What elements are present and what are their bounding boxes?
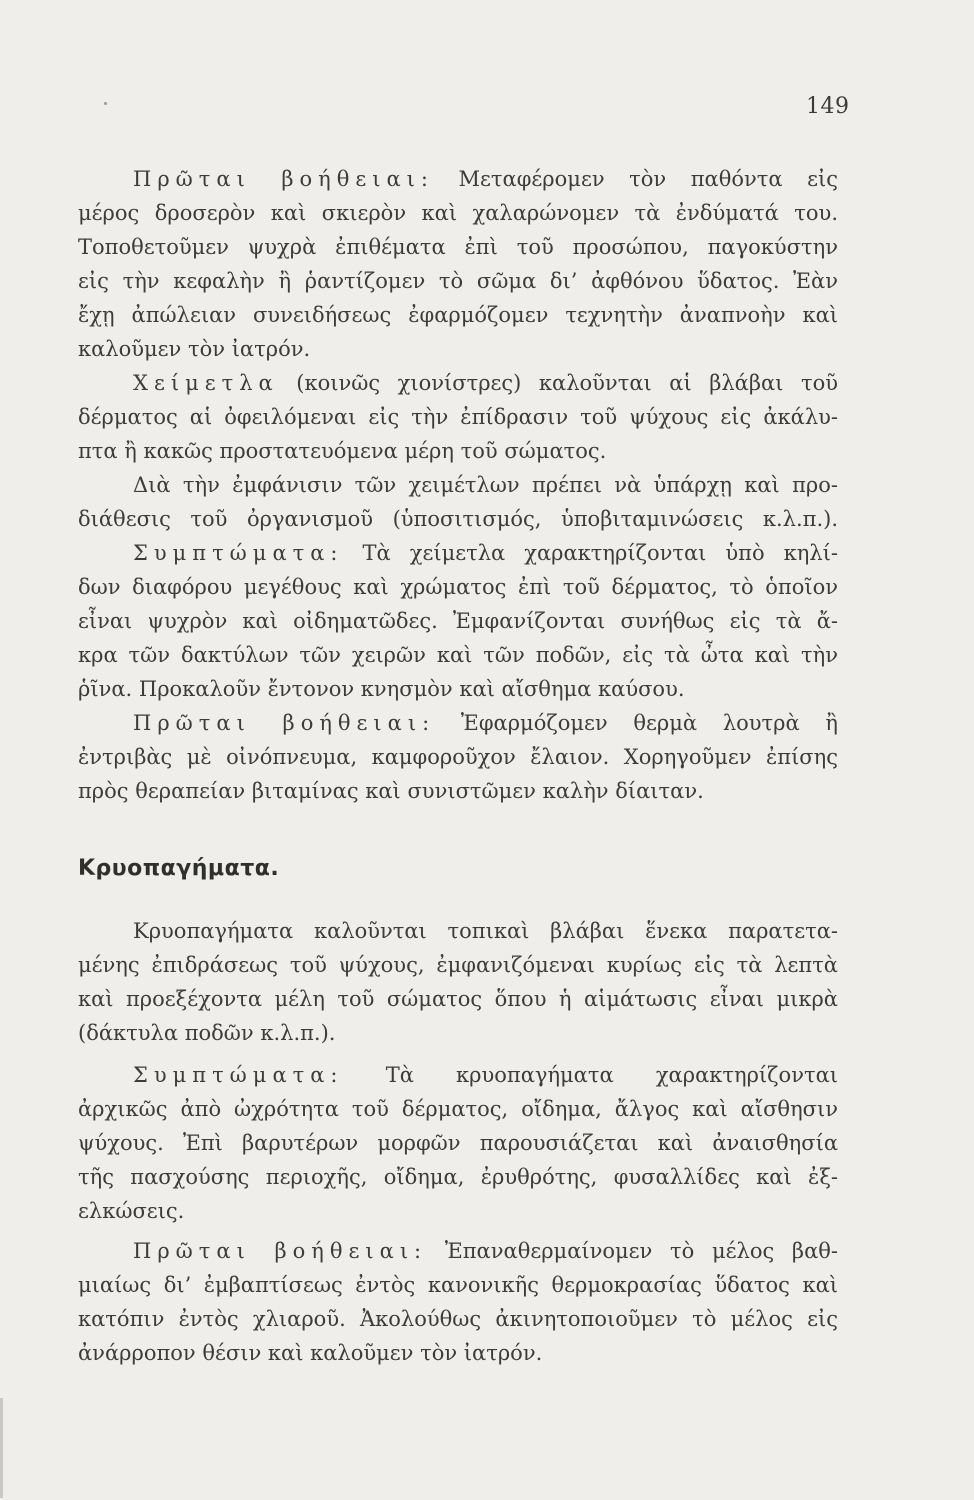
paragraph-line: εἶναι ψυχρὸν καὶ οἰδηματῶδες. Ἐμφανίζονται συνήθως εἰς τὰ ἄ- xyxy=(78,609,838,633)
paragraph-line xyxy=(133,1058,838,1092)
paragraph-line: καλοῦμεν τὸν ἰατρόν. xyxy=(78,337,311,361)
paragraph-line: δέρματος αἱ ὀφειλόμεναι εἰς τὴν ἐπίδρασιν τοῦ ψύχους εἰς ἀκάλυ- xyxy=(78,405,838,429)
run-in-label: Πρῶται βοήθειαι: xyxy=(133,167,434,191)
page-number: 149 xyxy=(806,94,850,119)
paragraph-line: ἀρχικῶς ἀπὸ ὠχρότητα τοῦ δέρματος, οἴδημα, ἄλγος καὶ αἴσθησιν xyxy=(78,1097,838,1121)
line-text: Τὰ κρυοπαγήματα χαρακτηρίζονται xyxy=(385,1063,838,1087)
paragraph-line: ψύχους. Ἐπὶ βαρυτέρων μορφῶν παρουσιάζεται καὶ ἀναισθησία xyxy=(78,1131,838,1155)
paragraph-line: κατόπιν ἐντὸς χλιαροῦ. Ἀκολούθως ἀκινητοποιοῦμεν τὸ μέλος εἰς xyxy=(78,1307,838,1331)
paragraph-line: ῥῖνα. Προκαλοῦν ἔντονον κνησμὸν καὶ αἴσθημα καύσου. xyxy=(78,677,685,701)
section-heading: Κρυοπαγήματα. xyxy=(78,856,280,881)
run-in-label: Πρῶται βοήθειαι: xyxy=(133,1239,428,1263)
line-text: Ἐπαναθερμαίνομεν τὸ μέλος βαθ- xyxy=(444,1239,838,1263)
paragraph-line: Κρυοπαγήματα καλοῦνται τοπικαὶ βλάβαι ἕνεκα παρατετα- xyxy=(133,919,838,943)
line-text: (κοινῶς χιονίστρες) καλοῦνται αἱ βλάβαι τοῦ xyxy=(296,371,838,395)
print-speck xyxy=(104,102,107,105)
run-in-label: Συμπτώματα: xyxy=(133,541,344,565)
paragraph-line xyxy=(133,366,838,400)
line-text: Τὰ χείμετλα χαρακτηρίζονται ὑπὸ κηλί- xyxy=(362,541,838,565)
paragraph-line xyxy=(133,706,838,740)
paragraph-line: τῆς πασχούσης περιοχῆς, οἴδημα, ἐρυθρότης, φυσαλλίδες καὶ ἐξ- xyxy=(78,1165,838,1189)
paragraph-line: ἐντριβὰς μὲ οἰνόπνευμα, καμφοροῦχον ἔλαιον. Χορηγοῦμεν ἐπίσης xyxy=(78,745,838,769)
run-in-label: Πρῶται βοήθειαι: xyxy=(133,711,436,735)
paragraph-line xyxy=(133,536,838,570)
paragraph-line: εἰς τὴν κεφαλὴν ἢ ῥαντίζομεν τὸ σῶμα δι’ ἀφθόνου ὕδατος. Ἐὰν xyxy=(78,269,838,293)
run-in-label: Συμπτώματα: xyxy=(133,1063,344,1087)
paragraph-line: ἀνάρροπον θέσιν καὶ καλοῦμεν τὸν ἰατρόν. xyxy=(78,1341,543,1365)
paragraph-line: Διὰ τὴν ἐμφάνισιν τῶν χειμέτλων πρέπει νὰ ὑπάρχῃ καὶ προ- xyxy=(133,473,838,497)
paragraph-line: μένης ἐπιδράσεως τοῦ ψύχους, ἐμφανιζόμεναι κυρίως εἰς τὰ λεπτὰ xyxy=(78,953,838,977)
run-in-label: Χείμετλα xyxy=(133,371,279,395)
paragraph-line: πρὸς θεραπείαν βιταμίνας καὶ συνιστῶμεν καλὴν δίαιταν. xyxy=(78,779,704,803)
paragraph-line: καὶ προεξέχοντα μέλη τοῦ σώματος ὅπου ἡ αἱμάτωσις εἶναι μικρὰ xyxy=(78,987,838,1011)
paragraph-line xyxy=(133,162,838,196)
paragraph-line xyxy=(133,1234,838,1268)
paragraph-line: διάθεσις τοῦ ὀργανισμοῦ (ὑποσιτισμός, ὑποβιταμινώσεις κ.λ.π.). xyxy=(78,507,838,531)
line-text: Μεταφέρομεν τὸν παθόντα εἰς xyxy=(458,167,838,191)
paragraph-line: δων διαφόρου μεγέθους καὶ χρώματος ἐπὶ τοῦ δέρματος, τὸ ὁποῖον xyxy=(78,575,838,599)
page-edge-shadow xyxy=(0,1398,3,1498)
paragraph-line: ελκώσεις. xyxy=(78,1199,185,1223)
paragraph-line: Τοποθετοῦμεν ψυχρὰ ἐπιθέματα ἐπὶ τοῦ προσώπου, παγοκύστην xyxy=(78,235,838,259)
paragraph-line: μιαίως δι’ ἐμβαπτίσεως ἐντὸς κανονικῆς θερμοκρασίας ὕδατος καὶ xyxy=(78,1273,838,1297)
paragraph-line: ἔχῃ ἀπώλειαν συνειδήσεως ἐφαρμόζομεν τεχνητὴν ἀναπνοὴν καὶ xyxy=(78,303,838,327)
paragraph-line: κρα τῶν δακτύλων τῶν χειρῶν καὶ τῶν ποδῶν, εἰς τὰ ὦτα καὶ τὴν xyxy=(78,643,838,667)
line-text: Ἐφαρμόζομεν θερμὰ λουτρὰ ἢ xyxy=(460,711,838,735)
paragraph-line: μέρος δροσερὸν καὶ σκιερὸν καὶ χαλαρώνομεν τὰ ἐνδύματά του. xyxy=(78,201,838,225)
paragraph-line: πτα ἢ κακῶς προστατευόμενα μέρη τοῦ σώματος. xyxy=(78,439,607,463)
paragraph-line: (δάκτυλα ποδῶν κ.λ.π.). xyxy=(78,1021,336,1045)
